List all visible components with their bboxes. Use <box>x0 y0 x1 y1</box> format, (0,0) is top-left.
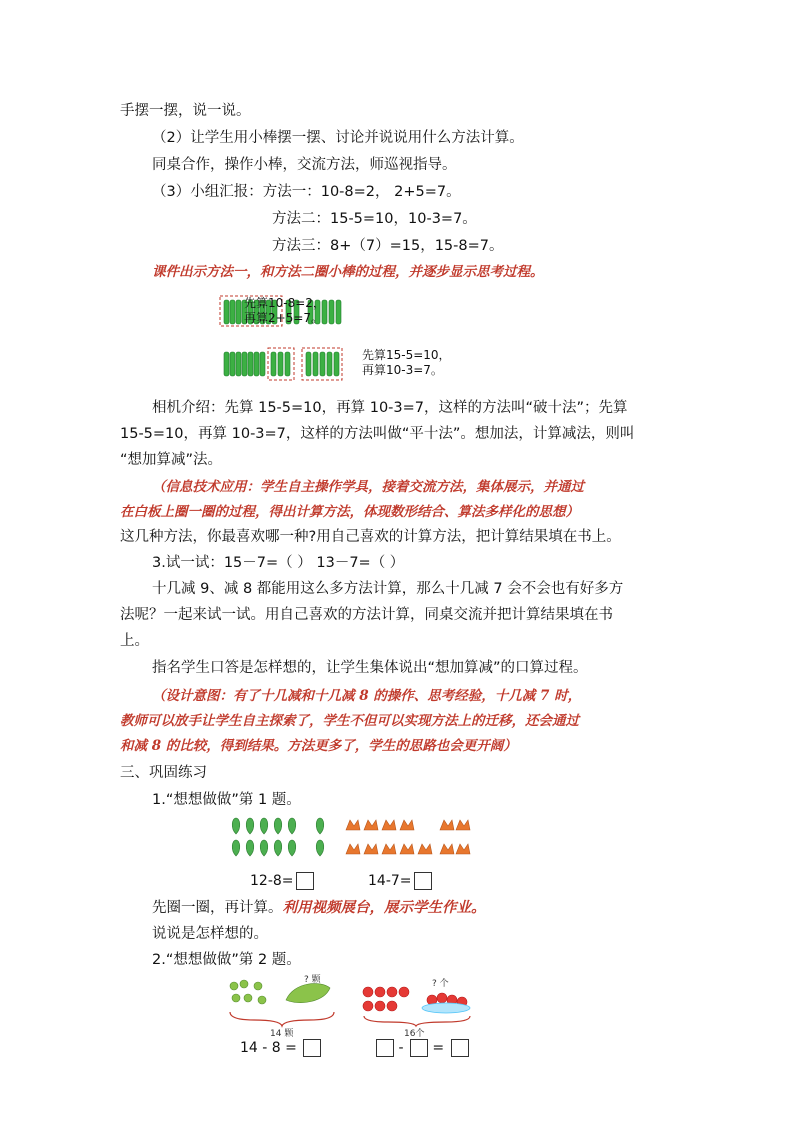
answer-box[interactable] <box>296 872 314 890</box>
text-line: 这几种方法，你最喜欢哪一种?用自己喜欢的计算方法，把计算结果填在书上。 <box>120 529 621 545</box>
cabbage-group <box>228 814 332 860</box>
equation-blank <box>374 1039 469 1057</box>
text-line: 方法二：15-5=10，10-3=7。 <box>272 211 477 227</box>
subtrahend-box[interactable] <box>410 1039 428 1057</box>
text-line: 方法三：8+（7）=15，15-8=7。 <box>272 238 504 254</box>
text-line: 相机介绍：先算 15-5=10，再算 10-3=7，这样的方法叫“破十法”；先算 <box>152 400 628 416</box>
equation-text: 14-7= <box>368 873 412 889</box>
equation-14-minus-7 <box>368 872 432 890</box>
answer-box[interactable] <box>414 872 432 890</box>
text-line: 手摆一摆，说一说。 <box>120 103 251 119</box>
flower-group <box>342 814 472 860</box>
text-line: （2）让学生用小棒摆一摆、讨论并说说用什么方法计算。 <box>152 130 524 146</box>
equation-14-minus-8 <box>240 1039 321 1057</box>
text-line: 1.“想想做做”第 1 题。 <box>152 792 301 808</box>
strawberry-question: ? 个 <box>432 979 449 989</box>
answer-box[interactable] <box>303 1039 321 1057</box>
minus-sign: - <box>398 1040 404 1056</box>
courseware-note: 课件出示方法一，和方法二圈小棒的过程，并逐步显示思考过程。 <box>152 264 544 280</box>
strawberries-illustration <box>358 980 476 1028</box>
text-line: （3）小组汇报：方法一：10-8=2， 2+5=7。 <box>152 184 461 200</box>
text-line: 十几减 9、减 8 都能用这么多方法计算，那么十几减 7 会不会也有好多方 <box>152 581 624 597</box>
video-booth-note: 利用视频展台，展示学生作业。 <box>282 899 486 916</box>
equals-sign: = <box>432 1040 445 1056</box>
text-line: 说说是怎样想的。 <box>152 926 268 942</box>
answer-box[interactable] <box>451 1039 469 1057</box>
design-intent-note: 教师可以放手让学生自主探索了，学生不但可以实现方法上的迁移，还会通过 <box>120 713 579 729</box>
stick-note: 再算2+5=7。 <box>244 311 324 325</box>
stick-note: 再算10-3=7。 <box>362 363 443 377</box>
text-line: 3.试一试：15－7=（ ） 13－7=（ ） <box>152 555 405 571</box>
text-line: 法呢？一起来试一试。用自己喜欢的方法计算，同桌交流并把计算结果填在书 <box>120 607 613 623</box>
peas-question: ? 颗 <box>304 975 321 985</box>
equation-text: 14 - 8 = <box>240 1040 297 1056</box>
instruction-text: 先圈一圈，再计算。 <box>152 900 283 916</box>
stick-note: 先算15-5=10， <box>362 348 451 362</box>
stick-diagram-method-two <box>216 344 346 384</box>
text-line <box>152 898 486 918</box>
section-heading: 三、巩固练习 <box>120 765 207 781</box>
design-intent-note: （设计意图：有了十几减和十几减 8 的操作、思考经验，十几减 7 时， <box>152 688 582 704</box>
text-line: 15-5=10，再算 10-3=7，这样的方法叫做“平十法”。想加法，计算减法，则叫 <box>120 426 635 442</box>
text-line: 指名学生口答是怎样想的，让学生集体说出“想加算减”的口算过程。 <box>152 660 588 676</box>
it-application-note: （信息技术应用：学生自主操作学具，接着交流方法，集体展示，并通过 <box>152 479 584 495</box>
peas-total-label: 14 颗 <box>270 1029 294 1039</box>
design-intent-note: 和减 8 的比较，得到结果。方法更多了，学生的思路也会更开阔） <box>120 738 517 754</box>
strawberry-total-label: 16个 <box>404 1029 425 1039</box>
text-line: 同桌合作，操作小棒，交流方法，师巡视指导。 <box>152 157 457 173</box>
text-line: “想加算减”法。 <box>120 452 223 468</box>
peas-illustration <box>224 972 340 1028</box>
equation-12-minus-8 <box>250 872 314 890</box>
minuend-box[interactable] <box>376 1039 394 1057</box>
stick-note: 先算10-8=2， <box>244 296 325 310</box>
it-application-note: 在白板上圈一圈的过程，得出计算方法，体现数形结合、算法多样化的思想） <box>120 504 579 520</box>
text-line: 2.“想想做做”第 2 题。 <box>152 952 301 968</box>
text-line: 上。 <box>120 633 149 649</box>
equation-text: 12-8= <box>250 873 294 889</box>
